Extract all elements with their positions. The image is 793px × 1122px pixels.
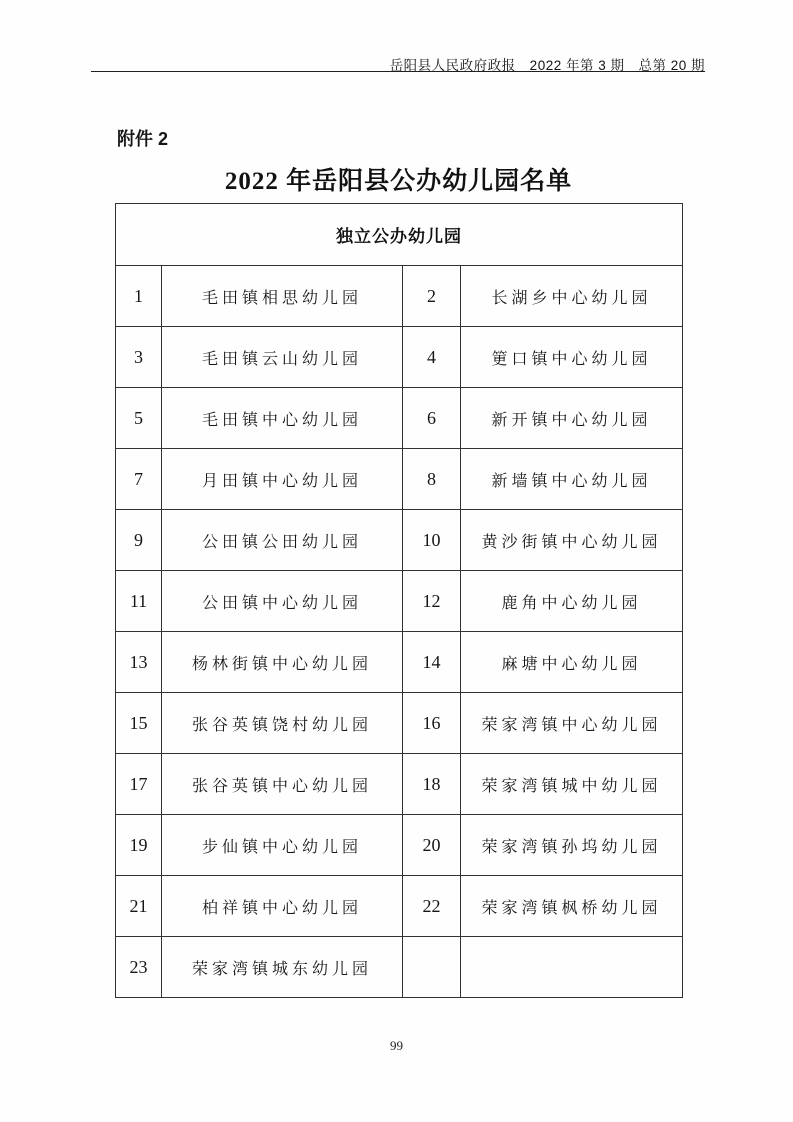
table-row [116, 266, 683, 327]
serial-number-cell: 22 [403, 876, 461, 937]
serial-number-cell: 1 [116, 266, 162, 327]
serial-number-cell: 13 [116, 632, 162, 693]
kindergarten-name-cell: 新墙镇中心幼儿园 [461, 449, 683, 510]
page-number: 99 [390, 1038, 403, 1053]
serial-number-cell: 20 [403, 815, 461, 876]
kindergarten-name-cell: 鹿角中心幼儿园 [461, 571, 683, 632]
serial-number-cell [403, 937, 461, 998]
document-title: 2022 年岳阳县公办幼儿园名单 [224, 168, 573, 195]
serial-number-cell: 10 [403, 510, 461, 571]
table-row [116, 510, 683, 571]
table-section-row [116, 204, 683, 266]
kindergarten-name-cell: 杨林街镇中心幼儿园 [162, 632, 403, 693]
kindergarten-name-cell: 月田镇中心幼儿园 [162, 449, 403, 510]
attachment-label: 附件 2 [117, 129, 169, 149]
kindergarten-name-cell: 长湖乡中心幼儿园 [461, 266, 683, 327]
kindergarten-name-cell: 张谷英镇中心幼儿园 [162, 754, 403, 815]
kindergarten-name-cell [461, 937, 683, 998]
serial-number-cell: 6 [403, 388, 461, 449]
serial-number-cell: 5 [116, 388, 162, 449]
serial-number-cell: 16 [403, 693, 461, 754]
serial-number-cell: 12 [403, 571, 461, 632]
table-row [116, 327, 683, 388]
serial-number-cell: 19 [116, 815, 162, 876]
kindergarten-name-cell: 毛田镇相思幼儿园 [162, 266, 403, 327]
kindergarten-name-cell: 柏祥镇中心幼儿园 [162, 876, 403, 937]
table-row [116, 937, 683, 998]
kindergarten-name-cell: 麻塘中心幼儿园 [461, 632, 683, 693]
header-rule [91, 71, 705, 72]
kindergarten-name-cell: 毛田镇云山幼儿园 [162, 327, 403, 388]
table-row [116, 449, 683, 510]
kindergarten-name-cell: 黄沙街镇中心幼儿园 [461, 510, 683, 571]
serial-number-cell: 23 [116, 937, 162, 998]
kindergarten-name-cell: 荣家湾镇枫桥幼儿园 [461, 876, 683, 937]
table-row [116, 815, 683, 876]
kindergarten-name-cell: 荣家湾镇孙坞幼儿园 [461, 815, 683, 876]
serial-number-cell: 8 [403, 449, 461, 510]
serial-number-cell: 18 [403, 754, 461, 815]
table-row [116, 388, 683, 449]
serial-number-cell: 11 [116, 571, 162, 632]
kindergarten-name-cell: 新开镇中心幼儿园 [461, 388, 683, 449]
kindergarten-name-cell: 步仙镇中心幼儿园 [162, 815, 403, 876]
kindergarten-name-cell: 公田镇中心幼儿园 [162, 571, 403, 632]
kindergarten-name-cell: 荣家湾镇城东幼儿园 [162, 937, 403, 998]
kindergarten-name-cell: 荣家湾镇城中幼儿园 [461, 754, 683, 815]
kindergarten-name-cell: 公田镇公田幼儿园 [162, 510, 403, 571]
kindergarten-name-cell: 毛田镇中心幼儿园 [162, 388, 403, 449]
kindergarten-name-cell: 张谷英镇饶村幼儿园 [162, 693, 403, 754]
serial-number-cell: 7 [116, 449, 162, 510]
table-row [116, 754, 683, 815]
serial-number-cell: 4 [403, 327, 461, 388]
kindergarten-table [115, 203, 683, 998]
table-row [116, 571, 683, 632]
serial-number-cell: 17 [116, 754, 162, 815]
serial-number-cell: 14 [403, 632, 461, 693]
serial-number-cell: 21 [116, 876, 162, 937]
table-row [116, 876, 683, 937]
serial-number-cell: 3 [116, 327, 162, 388]
table-row [116, 693, 683, 754]
kindergarten-name-cell: 荣家湾镇中心幼儿园 [461, 693, 683, 754]
serial-number-cell: 9 [116, 510, 162, 571]
serial-number-cell: 15 [116, 693, 162, 754]
journal-header: 岳阳县人民政府政报 2022 年第 3 期 总第 20 期 [389, 58, 705, 73]
serial-number-cell: 2 [403, 266, 461, 327]
table-section-header: 独立公办幼儿园 [116, 204, 683, 266]
kindergarten-name-cell: 筻口镇中心幼儿园 [461, 327, 683, 388]
table-row [116, 632, 683, 693]
